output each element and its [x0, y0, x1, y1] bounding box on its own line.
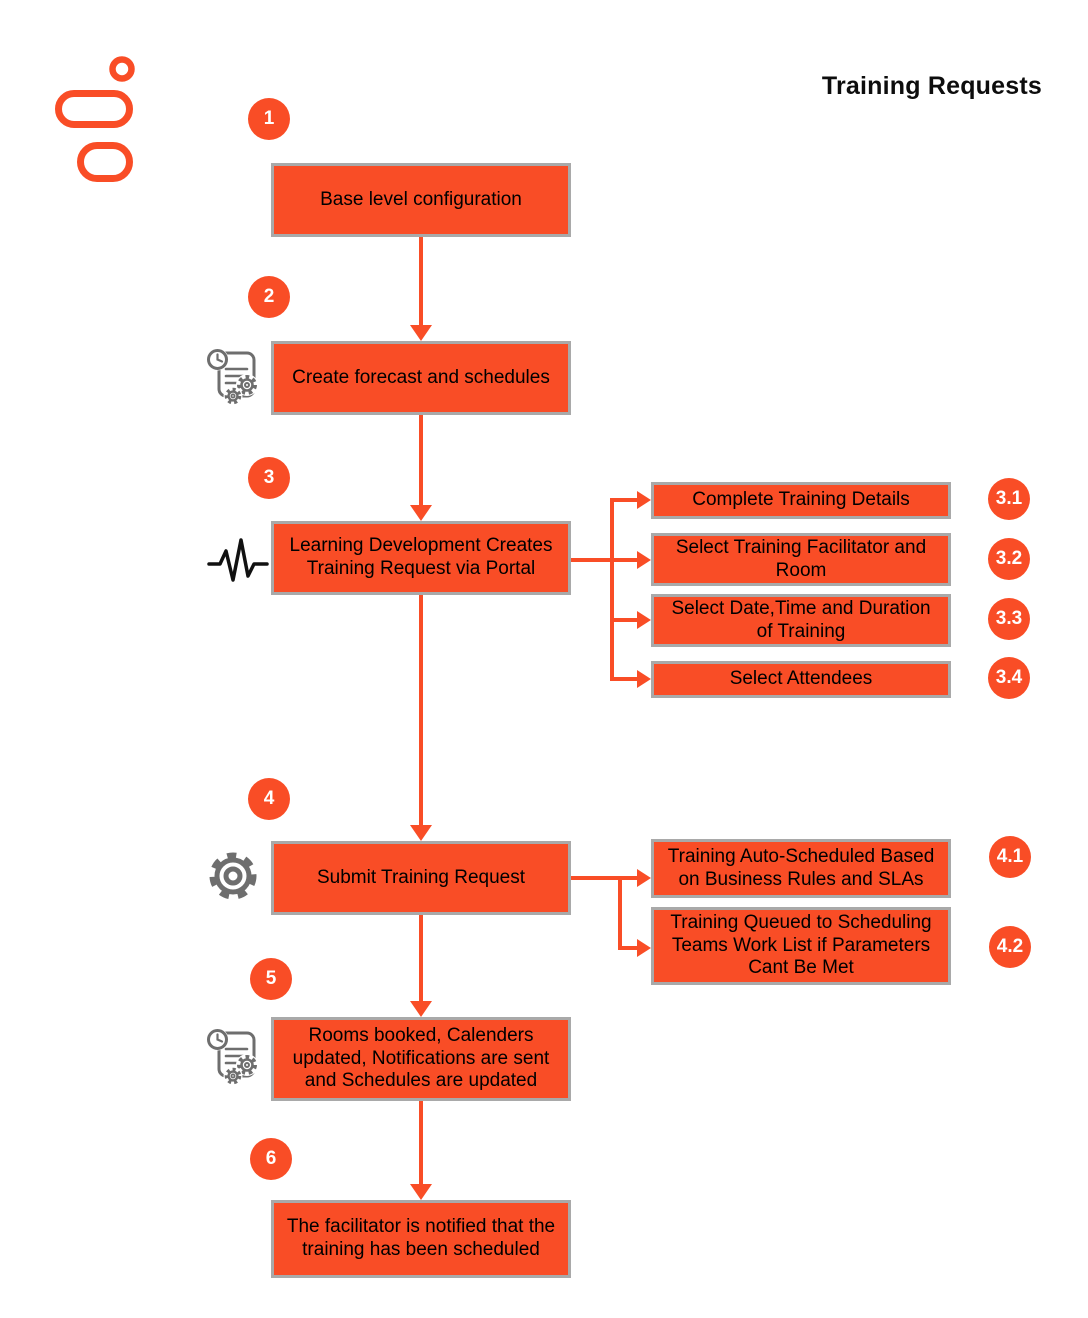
- clock-document-gears-icon: [206, 1028, 262, 1086]
- substep-3-4-box: Select Attendees: [651, 661, 951, 698]
- step-3-box: Learning Development Creates Training Request via Portal: [271, 521, 571, 595]
- step-1-badge: 1: [248, 98, 290, 140]
- step-2-badge: 2: [248, 276, 290, 318]
- genesys-logo-icon: [48, 52, 140, 187]
- step-5-badge: 5: [250, 958, 292, 1000]
- substep-4-1-box: Training Auto-Scheduled Based on Business Rules and SLAs: [651, 839, 951, 898]
- substep-4-2-badge: 4.2: [989, 926, 1031, 968]
- clock-document-gears-icon: [206, 348, 262, 406]
- substep-4-1-badge: 4.1: [989, 836, 1031, 878]
- step-6-box: The facilitator is notified that the training has been scheduled: [271, 1200, 571, 1278]
- page-title: Training Requests: [821, 72, 1042, 100]
- substep-3-2-badge: 3.2: [988, 538, 1030, 580]
- pulse-icon: [207, 534, 269, 586]
- substep-3-3-badge: 3.3: [988, 598, 1030, 640]
- substep-3-1-box: Complete Training Details: [651, 482, 951, 519]
- substep-3-3-box: Select Date,Time and Duration of Training: [651, 594, 951, 647]
- step-4-badge: 4: [248, 778, 290, 820]
- step-4-box: Submit Training Request: [271, 841, 571, 915]
- step-5-box: Rooms booked, Calenders updated, Notifications are sent and Schedules are updated: [271, 1017, 571, 1101]
- gear-icon: [204, 845, 262, 905]
- step-3-badge: 3: [248, 457, 290, 499]
- substep-3-2-box: Select Training Facilitator and Room: [651, 533, 951, 586]
- substep-4-2-box: Training Queued to Scheduling Teams Work List if Parameters Cant Be Met: [651, 907, 951, 985]
- step-6-badge: 6: [250, 1138, 292, 1180]
- step-1-box: Base level configuration: [271, 163, 571, 237]
- substep-3-4-badge: 3.4: [988, 657, 1030, 699]
- step-2-box: Create forecast and schedules: [271, 341, 571, 415]
- substep-3-1-badge: 3.1: [988, 478, 1030, 520]
